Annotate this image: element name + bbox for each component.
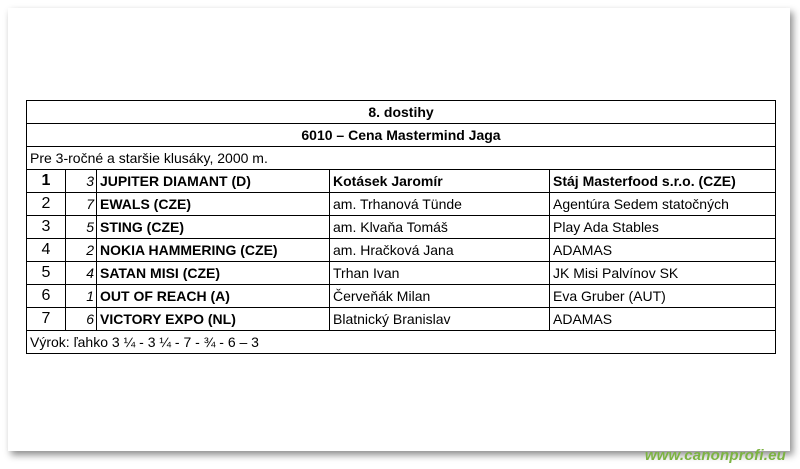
finish-position: 7 (27, 308, 66, 331)
horse-name: NOKIA HAMMERING (CZE) (97, 239, 330, 262)
race-results-table (26, 100, 776, 354)
race-title: 6010 – Cena Mastermind Jaga (27, 124, 776, 147)
result-row (27, 170, 776, 193)
start-number: 5 (66, 216, 97, 239)
race-footer-row (27, 331, 776, 354)
race-heading-row (27, 101, 776, 124)
result-row (27, 193, 776, 216)
owner-name: Stáj Masterfood s.r.o. (CZE) (550, 170, 776, 193)
race-conditions-row (27, 147, 776, 170)
start-number: 2 (66, 239, 97, 262)
start-number: 3 (66, 170, 97, 193)
horse-name: OUT OF REACH (A) (97, 285, 330, 308)
race-title-row (27, 124, 776, 147)
finish-position: 1 (27, 170, 66, 193)
owner-name: Play Ada Stables (550, 216, 776, 239)
race-heading: 8. dostihy (27, 101, 776, 124)
driver-name: am. Klvaňa Tomáš (330, 216, 550, 239)
result-row (27, 262, 776, 285)
driver-name: am. Hračková Jana (330, 239, 550, 262)
owner-name: Agentúra Sedem statočných (550, 193, 776, 216)
start-number: 6 (66, 308, 97, 331)
result-row (27, 285, 776, 308)
start-number: 4 (66, 262, 97, 285)
owner-name: Eva Gruber (AUT) (550, 285, 776, 308)
driver-name: Červeňák Milan (330, 285, 550, 308)
website-watermark: www.canonprofi.eu (644, 447, 786, 464)
driver-name: am. Trhanová Tünde (330, 193, 550, 216)
horse-name: STING (CZE) (97, 216, 330, 239)
owner-name: ADAMAS (550, 308, 776, 331)
horse-name: VICTORY EXPO (NL) (97, 308, 330, 331)
finish-position: 5 (27, 262, 66, 285)
finish-position: 3 (27, 216, 66, 239)
result-row (27, 308, 776, 331)
finish-position: 6 (27, 285, 66, 308)
race-conditions: Pre 3-ročné a staršie klusáky, 2000 m. (27, 147, 776, 170)
driver-name: Trhan Ivan (330, 262, 550, 285)
owner-name: ADAMAS (550, 239, 776, 262)
result-row (27, 239, 776, 262)
start-number: 7 (66, 193, 97, 216)
start-number: 1 (66, 285, 97, 308)
driver-name: Blatnický Branislav (330, 308, 550, 331)
horse-name: SATAN MISI (CZE) (97, 262, 330, 285)
result-row (27, 216, 776, 239)
horse-name: EWALS (CZE) (97, 193, 330, 216)
finish-position: 2 (27, 193, 66, 216)
race-footer: Výrok: ľahko 3 ¼ - 3 ¼ - 7 - ¾ - 6 – 3 (27, 331, 776, 354)
finish-position: 4 (27, 239, 66, 262)
horse-name: JUPITER DIAMANT (D) (97, 170, 330, 193)
driver-name: Kotásek Jaromír (330, 170, 550, 193)
owner-name: JK Misi Palvínov SK (550, 262, 776, 285)
